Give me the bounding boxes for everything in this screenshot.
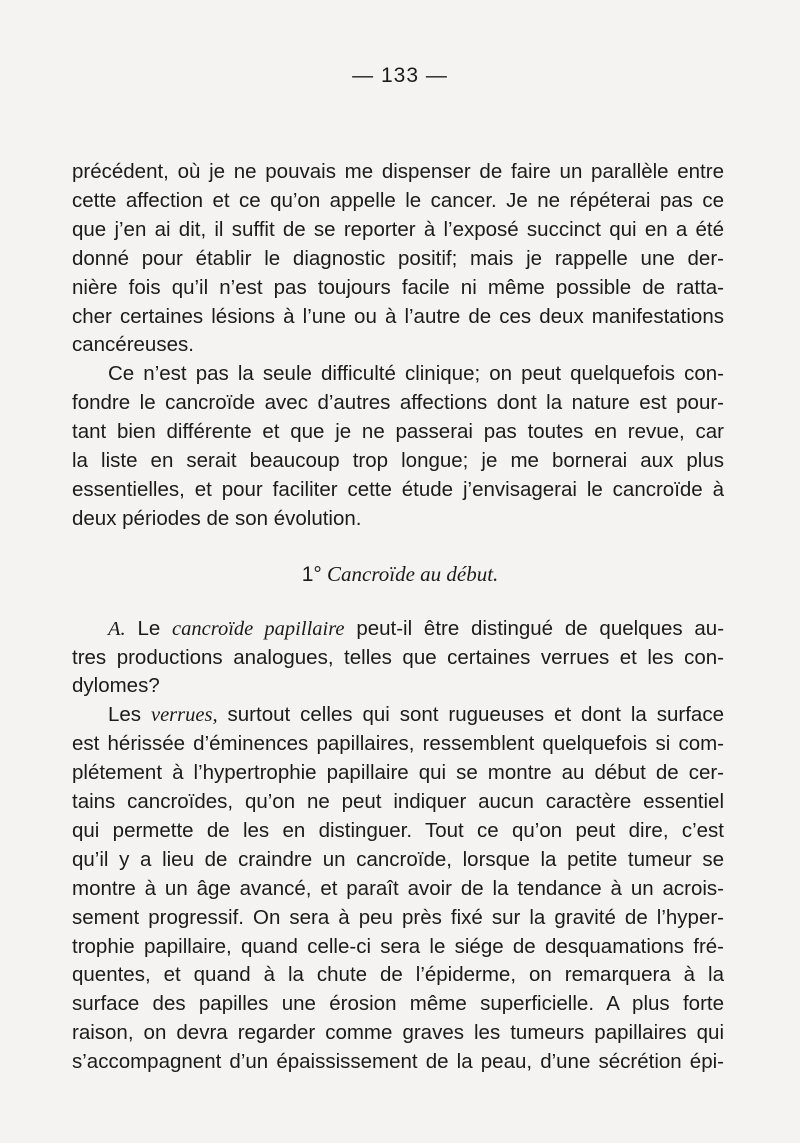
paragraph-2-line-5: essentielles, et pour faciliter cette étude j’envisagerai le cancroïde à	[72, 477, 724, 501]
paragraph-2-line-2: fondre le cancroïde avec d’autres affections dont la nature est pour-	[72, 391, 724, 415]
paragraph-3-line-1-pre: Le	[137, 616, 161, 640]
paragraph-1-line-3: que j’en ai dit, il suffit de se reporter à l’exposé succinct qui en a été	[72, 217, 724, 241]
paragraph-4-line-10: quentes, et quand à la chute de l’épiderme, on remarquera à la	[72, 963, 724, 987]
paragraph-1-line-4: donné pour établir le diagnostic positif; mais je rappelle une der-	[72, 246, 724, 270]
paragraph-4-line-4: tains cancroïdes, qu’on ne peut indiquer aucun caractère essentiel	[72, 790, 724, 814]
paragraph-1-line-5: nière fois qu’il n’est pas toujours facile ni même possible de ratta-	[72, 275, 724, 299]
paragraph-4-line-8: sement progressif. On sera à peu près fixé sur la gravité de l’hyper-	[72, 905, 724, 929]
paragraph-4-line-12: raison, on devra regarder comme graves les tumeurs papillaires qui	[72, 1021, 724, 1045]
paragraph-4-line-1-post: surtout celles qui sont rugueuses et dont la surface	[227, 703, 724, 727]
paragraph-3-label: A.	[108, 617, 126, 640]
paragraph-3-line-1	[108, 615, 724, 644]
paragraph-3-line-2: tres productions analogues, telles que certaines verrues et les con-	[72, 645, 724, 669]
page-number: — 133 —	[352, 64, 448, 87]
paragraph-4-line-1-emphasis: verrues,	[150, 704, 218, 727]
section-heading-number: 1°	[301, 562, 322, 586]
paragraph-4-line-13: s’accompagnent d’un épaississement de la peau, d’une sécrétion épi-	[72, 1050, 724, 1074]
paragraph-4-line-3: plétement à l’hypertrophie papillaire qui se montre au début de cer-	[72, 761, 724, 785]
paragraph-4-line-2: est hérissée d’éminences papillaires, ressemblent quelquefois si com-	[72, 732, 724, 756]
paragraph-3-line-1-emphasis: cancroïde papillaire	[172, 617, 345, 640]
paragraph-2-line-1: Ce n’est pas la seule difficulté clinique; on peut quelquefois con-	[108, 362, 724, 386]
paragraph-4-line-6: qu’il y a lieu de craindre un cancroïde, lorsque la petite tumeur se	[72, 847, 724, 871]
paragraph-4-line-5: qui permette de les en distinguer. Tout ce qu’on peut dire, c’est	[72, 818, 724, 842]
paragraph-4-line-7: montre à un âge avancé, et paraît avoir de la tendance à un acrois-	[72, 876, 724, 900]
paragraph-3-line-3: dylomes?	[72, 674, 160, 698]
paragraph-2-line-3: tant bien différente et que je ne passerai pas toutes en revue, car	[72, 420, 724, 444]
paragraph-1-line-2: cette affection et ce qu’on appelle le cancer. Je ne répéterai pas ce	[72, 188, 724, 212]
section-heading	[0, 560, 800, 590]
paragraph-3-line-1-post: peut-il être distingué de quelques au-	[356, 616, 725, 640]
paragraph-1-line-6: cher certaines lésions à l’une ou à l’autre de ces deux manifestations	[72, 304, 724, 328]
paragraph-4-line-1-pre: Les	[108, 703, 142, 727]
paragraph-4-line-1	[108, 701, 724, 730]
paragraph-4-line-11: surface des papilles une érosion même superficielle. A plus forte	[72, 992, 724, 1016]
paragraph-1-line-1: précédent, où je ne pouvais me dispenser de faire un parallèle entre	[72, 160, 724, 183]
paragraph-2-line-6: deux périodes de son évolution.	[72, 506, 362, 530]
paragraph-1-line-7: cancéreuses.	[72, 333, 194, 357]
paragraph-2-line-4: la liste en serait beaucoup trop longue; je me bornerai aux plus	[72, 449, 724, 472]
paragraph-4-line-9: trophie papillaire, quand celle-ci sera le siége de desquamations fré-	[72, 934, 724, 958]
section-heading-title: Cancroïde au début.	[327, 561, 499, 586]
